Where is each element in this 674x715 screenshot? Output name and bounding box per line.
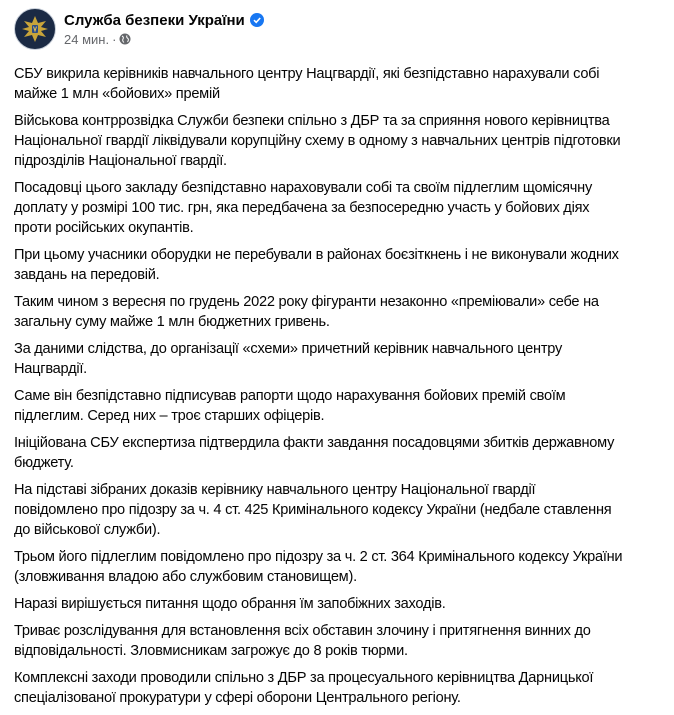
paragraph-line: Військова контррозвідка Служби безпеки спільно з ДБР та за сприяння нового керівництва bbox=[14, 113, 610, 129]
paragraph-line: Ініційована СБУ експертиза підтвердила факти завдання посадовцями збитків державному bbox=[14, 435, 615, 451]
author-name[interactable]: Служба безпеки України bbox=[64, 11, 245, 29]
verified-badge-icon bbox=[250, 13, 264, 27]
paragraph-line: СБУ викрила керівників навчального центру Нацгвардії, які безпідставно нарахували собі bbox=[14, 66, 600, 82]
post-paragraph bbox=[14, 245, 669, 285]
globe-icon bbox=[119, 33, 131, 45]
paragraph-line: (зловживання владою або службовим становищем). bbox=[14, 569, 357, 585]
paragraph-line: На підставі зібраних доказів керівнику навчального центру Національної гвардії bbox=[14, 482, 536, 498]
paragraph-line: Саме він безпідставно підписував рапорти щодо нарахування бойових премій своїм bbox=[14, 388, 566, 404]
paragraph-line: до військової служби). bbox=[14, 522, 161, 538]
paragraph-line: Триває розслідування для встановлення всіх обставин злочину і притягнення винних до bbox=[14, 623, 591, 639]
paragraph-line: Посадовці цього закладу безпідставно нараховували собі та своїм підлеглим щомісячну bbox=[14, 180, 592, 196]
paragraph-line: За даними слідства, до організації «схеми» причетний керівник навчального центру bbox=[14, 341, 563, 357]
paragraph-line: Наразі вирішується питання щодо обрання їм запобіжних заходів. bbox=[14, 596, 446, 612]
post-paragraph bbox=[14, 64, 669, 104]
paragraph-line: підлеглим. Серед них – троє старших офіцерів. bbox=[14, 408, 325, 424]
paragraph-line: повідомлено про підозру за ч. 4 ст. 425 Кримінального кодексу України (недбале ставлення bbox=[14, 502, 612, 518]
post-paragraph bbox=[14, 339, 669, 379]
post-paragraph bbox=[14, 292, 669, 332]
paragraph-line: Комплексні заходи проводили спільно з ДБР за процесуального керівництва Дарницької bbox=[14, 670, 594, 686]
paragraph-line: Нацгвардії. bbox=[14, 361, 87, 377]
paragraph-line: проти російських окупантів. bbox=[14, 220, 194, 236]
paragraph-line: Трьом його підлеглим повідомлено про підозру за ч. 2 ст. 364 Кримінального кодексу України bbox=[14, 549, 623, 565]
post-paragraph bbox=[14, 178, 669, 238]
post-paragraph bbox=[14, 547, 669, 587]
post-paragraph bbox=[14, 480, 669, 540]
post-paragraph bbox=[14, 621, 669, 661]
separator: · bbox=[112, 31, 117, 47]
paragraph-line: Національної гвардії ліквідували корупційну схему в одному з навчальних центрів підготовки bbox=[14, 133, 621, 149]
avatar[interactable] bbox=[14, 8, 56, 50]
paragraph-line: Таким чином з вересня по грудень 2022 року фігуранти незаконно «преміювали» себе на bbox=[14, 294, 599, 310]
post-header bbox=[14, 8, 264, 50]
paragraph-line: завдань на передовій. bbox=[14, 267, 160, 283]
sbu-emblem-icon bbox=[20, 14, 50, 44]
paragraph-line: відповідальності. Зловмисникам загрожує до 8 років тюрми. bbox=[14, 643, 408, 659]
post-text bbox=[14, 64, 669, 715]
post-paragraph bbox=[14, 111, 669, 171]
paragraph-line: бюджету. bbox=[14, 455, 74, 471]
paragraph-line: доплату у розмірі 100 тис. грн, яка передбачена за безпосередню участь у бойових діях bbox=[14, 200, 590, 216]
paragraph-line: спеціалізованої прокуратури у сфері оборони Центрального регіону. bbox=[14, 690, 461, 706]
post-paragraph bbox=[14, 433, 669, 473]
paragraph-line: При цьому учасники оборудки не перебували в районах боєзіткнень і не виконували жодних bbox=[14, 247, 619, 263]
post-paragraph bbox=[14, 594, 669, 614]
post-paragraph bbox=[14, 386, 669, 426]
paragraph-line: майже 1 млн «бойових» премій bbox=[14, 86, 220, 102]
post-paragraph bbox=[14, 668, 669, 708]
post-timestamp[interactable]: 24 мин. bbox=[64, 31, 110, 47]
paragraph-line: підрозділів Національної гвардії. bbox=[14, 153, 227, 169]
paragraph-line: загальну суму майже 1 млн бюджетних гривень. bbox=[14, 314, 330, 330]
